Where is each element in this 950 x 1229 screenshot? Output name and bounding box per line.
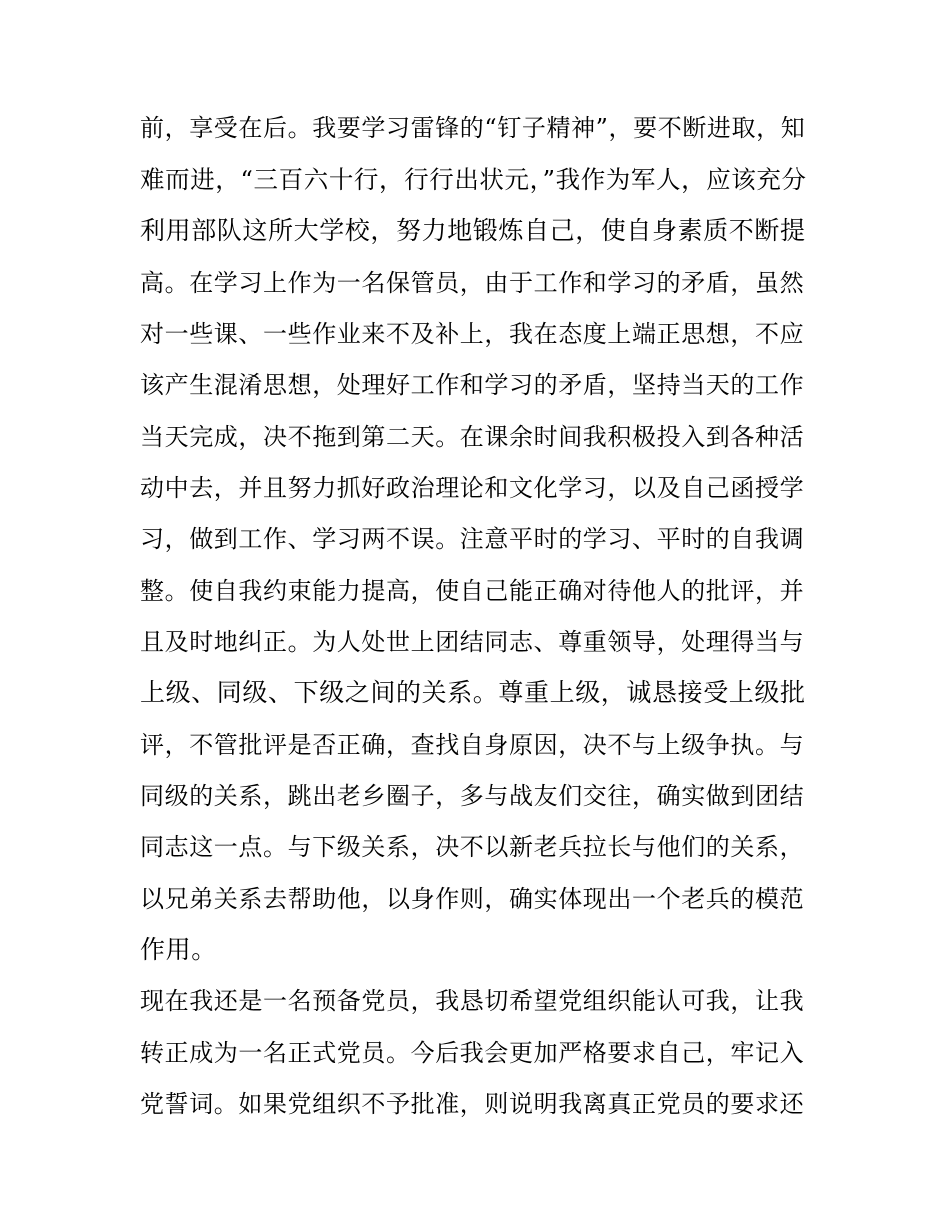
text-line-12: 上级、同级、下级之间的关系。尊重上级，诚恳接受上级批 <box>140 678 806 707</box>
text-line-16: 以兄弟关系去帮助他，以身作则，确实体现出一个老兵的模范 <box>140 885 805 913</box>
text-line-5: 对一些课、一些作业来不及补上，我在态度上端正思想，不应 <box>140 320 805 348</box>
text-line-3: 利用部队这所大学校，努力地锻炼自己，使自身素质不断提 <box>140 216 806 245</box>
text-line-17: 作用。 <box>140 935 217 964</box>
text-line-6: 该产生混淆思想，处理好工作和学习的矛盾，坚持当天的工作 <box>140 371 805 399</box>
text-line-9: 习，做到工作、学习两不误。注意平时的学习、平时的自我调 <box>140 525 805 553</box>
text-line-10: 整。使自我约束能力提高，使自己能正确对待他人的批评，并 <box>140 577 805 605</box>
text-line-1: 前，享受在后。我要学习雷锋的“钉子精神”，要不断进取，知 <box>140 114 806 142</box>
text-line-11: 且及时地纠正。为人处世上团结同志、尊重领导，处理得当与 <box>140 628 805 656</box>
text-line-8: 动中去，并且努力抓好政治理论和文化学习，以及自己函授学 <box>140 474 805 502</box>
text-line-20: 党誓词。如果党组织不予批准，则说明我离真正党员的要求还 <box>140 1090 805 1118</box>
text-line-2: 难而进，“三百六十行，行行出状元，”我作为军人，应该充分 <box>140 165 807 194</box>
text-line-15: 同志这一点。与下级关系，决不以新老兵拉长与他们的关系， <box>140 833 805 861</box>
text-line-18: 现在我还是一名预备党员，我恳切希望党组织能认可我，让我 <box>140 987 805 1015</box>
text-line-14: 同级的关系，跳出老乡圈子，多与战友们交往，确实做到团结 <box>140 782 805 810</box>
text-line-19: 转正成为一名正式党员。今后我会更加严格要求自己，牢记入 <box>140 1039 805 1067</box>
text-line-4: 高。在学习上作为一名保管员，由于工作和学习的矛盾，虽然 <box>140 269 805 297</box>
text-line-7: 当天完成，决不拖到第二天。在课余时间我积极投入到各种活 <box>140 423 805 451</box>
text-line-13: 评，不管批评是否正确，查找自身原因，决不与上级争执。与 <box>140 731 805 759</box>
